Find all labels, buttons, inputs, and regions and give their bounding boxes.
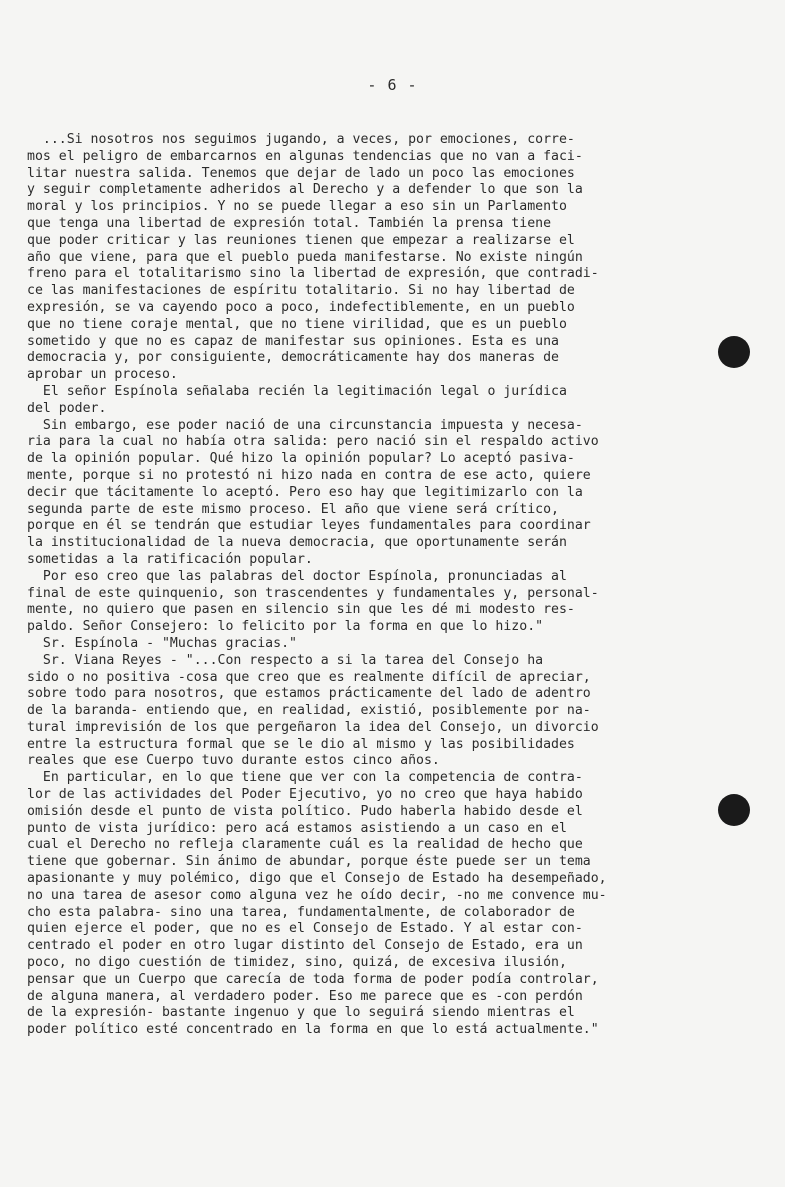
text-line: apasionante y muy polémico, digo que el Consejo de Estado ha desempeñado,: [27, 871, 607, 887]
text-line: punto de vista jurídico: pero acá estamos asistiendo a un caso en el: [27, 820, 567, 836]
text-line: lor de las actividades del Poder Ejecutivo, yo no creo que haya habido: [27, 787, 583, 803]
text-line: que no tiene coraje mental, que no tiene virilidad, que es un pueblo: [27, 316, 567, 332]
text-line: freno para el totalitarismo sino la libertad de expresión, que contradi-: [27, 266, 599, 282]
text-line: pensar que un Cuerpo que carecía de toda forma de poder podía controlar,: [27, 971, 599, 987]
text-line: segunda parte de este mismo proceso. El año que viene será crítico,: [27, 501, 559, 517]
text-line: democracia y, por consiguiente, democráticamente hay dos maneras de: [27, 350, 559, 366]
text-line: Sr. Viana Reyes - "...Con respecto a si la tarea del Consejo ha: [27, 652, 544, 668]
text-line: ce las manifestaciones de espíritu totalitario. Si no hay libertad de: [27, 283, 575, 299]
text-line: y seguir completamente adheridos al Derecho y a defender lo que son la: [27, 182, 583, 198]
text-line: paldo. Señor Consejero: lo felicito por la forma en que lo hizo.": [27, 619, 544, 635]
text-line: año que viene, para que el pueblo pueda manifestarse. No existe ningún: [27, 249, 583, 265]
text-line: que tenga una libertad de expresión total. También la prensa tiene: [27, 215, 552, 231]
text-line: no una tarea de asesor como alguna vez he oído decir, -no me convence mu-: [27, 887, 607, 903]
text-line: de alguna manera, al verdadero poder. Eso me parece que es -con perdón: [27, 988, 583, 1004]
text-line: quien ejerce el poder, que no es el Consejo de Estado. Y al estar con-: [27, 921, 583, 937]
text-line: tural imprevisión de los que pergeñaron la idea del Consejo, un divorcio: [27, 719, 599, 735]
text-line: de la expresión- bastante ingenuo y que lo seguirá siendo mientras el: [27, 1005, 575, 1021]
text-line: sometido y que no es capaz de manifestar sus opiniones. Esta es una: [27, 333, 559, 349]
text-line: aprobar un proceso.: [27, 367, 178, 383]
text-line: expresión, se va cayendo poco a poco, indefectiblemente, en un pueblo: [27, 299, 575, 315]
page-number: - 6 -: [367, 76, 418, 94]
text-line: cual el Derecho no refleja claramente cuál es la realidad de hecho que: [27, 837, 583, 853]
text-line: litar nuestra salida. Tenemos que dejar de lado un poco las emociones: [27, 165, 575, 181]
text-line: final de este quinquenio, son trascendentes y fundamentales y, personal-: [27, 585, 599, 601]
text-line: ria para la cual no había otra salida: pero nació sin el respaldo activo: [27, 434, 599, 450]
typewritten-body: [27, 132, 767, 1039]
text-line: mente, porque si no protestó ni hizo nada en contra de ese acto, quiere: [27, 467, 591, 483]
text-line: Sin embargo, ese poder nació de una circunstancia impuesta y necesa-: [27, 417, 583, 433]
text-line: omisión desde el punto de vista político. Pudo haberla habido desde el: [27, 803, 583, 819]
text-line: porque en él se tendrán que estudiar leyes fundamentales para coordinar: [27, 518, 591, 534]
text-line: sometidas a la ratificación popular.: [27, 551, 313, 567]
text-line: que poder criticar y las reuniones tienen que empezar a realizarse el: [27, 232, 575, 248]
text-line: El señor Espínola señalaba recién la legitimación legal o jurídica: [27, 383, 567, 399]
text-line: mente, no quiero que pasen en silencio sin que les dé mi modesto res-: [27, 602, 575, 618]
text-line: de la opinión popular. Qué hizo la opinión popular? Lo aceptó pasiva-: [27, 451, 575, 467]
text-line: tiene que gobernar. Sin ánimo de abundar, porque éste puede ser un tema: [27, 854, 591, 870]
punch-hole: [718, 336, 750, 368]
text-line: Sr. Espínola - "Muchas gracias.": [27, 635, 297, 651]
text-line: la institucionalidad de la nueva democracia, que oportunamente serán: [27, 535, 567, 551]
text-line: reales que ese Cuerpo tuvo durante estos cinco años.: [27, 753, 440, 769]
text-line: poder político esté concentrado en la forma en que lo está actualmente.": [27, 1022, 599, 1038]
text-line: poco, no digo cuestión de timidez, sino, quizá, de excesiva ilusión,: [27, 955, 567, 971]
text-line: cho esta palabra- sino una tarea, fundamentalmente, de colaborador de: [27, 904, 575, 920]
text-line: En particular, en lo que tiene que ver con la competencia de contra-: [27, 770, 583, 786]
text-line: sobre todo para nosotros, que estamos prácticamente del lado de adentro: [27, 686, 591, 702]
text-line: ...Si nosotros nos seguimos jugando, a veces, por emociones, corre-: [27, 132, 575, 147]
text-line: entre la estructura formal que se le dio al mismo y las posibilidades: [27, 736, 575, 752]
text-line: de la baranda- entiendo que, en realidad, existió, posiblemente por na-: [27, 703, 591, 719]
punch-hole: [718, 794, 750, 826]
text-line: del poder.: [27, 400, 107, 416]
text-line: decir que tácitamente lo aceptó. Pero eso hay que legitimizarlo con la: [27, 484, 583, 500]
text-line: mos el peligro de embarcarnos en algunas tendencias que no van a faci-: [27, 148, 583, 164]
text-line: moral y los principios. Y no se puede llegar a eso sin un Parlamento: [27, 199, 567, 215]
text-line: sido o no positiva -cosa que creo que es realmente difícil de apreciar,: [27, 669, 591, 685]
text-line: centrado el poder en otro lugar distinto del Consejo de Estado, era un: [27, 938, 583, 954]
text-line: Por eso creo que las palabras del doctor Espínola, pronunciadas al: [27, 568, 567, 584]
